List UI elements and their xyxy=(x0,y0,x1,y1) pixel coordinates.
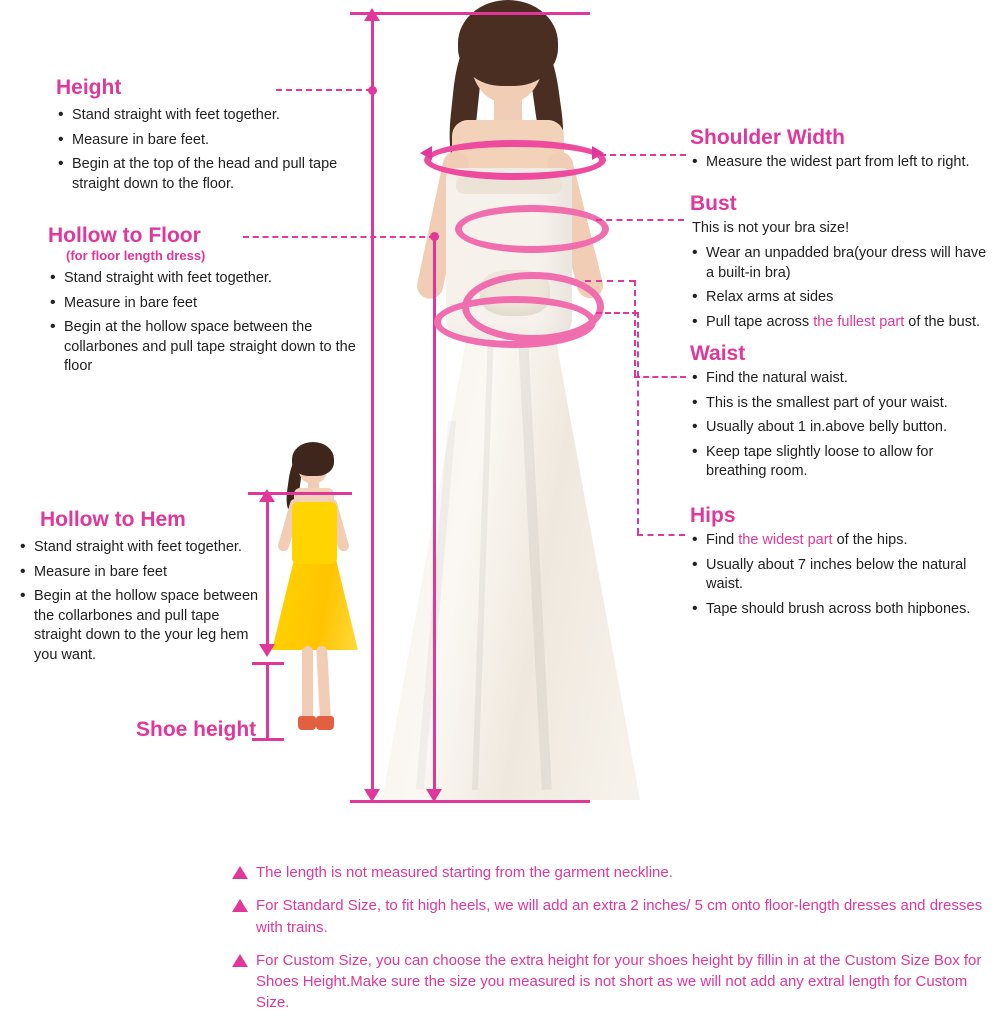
waist-title: Waist xyxy=(690,342,746,365)
footnote-text: The length is not measured starting from the garment neckline. xyxy=(256,864,673,881)
shoulder-leader-line xyxy=(600,154,686,156)
height-measure-line xyxy=(371,20,374,792)
hollow-to-floor-arrow-down-icon xyxy=(426,789,442,802)
warning-triangle-icon xyxy=(232,899,248,912)
warning-triangle-icon xyxy=(232,954,248,967)
list-item: • Begin at the hollow space between the collarbones and pull tape straight down to the your leg hem you want. xyxy=(18,587,268,665)
list-item: • Measure in bare feet xyxy=(48,294,358,314)
shoe-right-icon xyxy=(316,716,334,730)
list-item: • Measure the widest part from left to right. xyxy=(690,153,996,173)
list-item: • Wear an unpadded bra(your dress will have a built-in bra) xyxy=(690,244,996,283)
list-item: • Stand straight with feet together. xyxy=(48,269,358,289)
hips-band xyxy=(434,296,596,348)
shoulder-width-section xyxy=(690,126,996,178)
hips-title: Hips xyxy=(690,504,736,527)
hollow-to-hem-list xyxy=(18,538,268,665)
list-item: • Keep tape slightly loose to allow for breathing room. xyxy=(690,443,990,482)
list-item: • Measure in bare feet xyxy=(18,563,268,583)
waist-section xyxy=(690,342,990,487)
list-item: • Stand straight with feet together. xyxy=(56,106,356,126)
bust-band xyxy=(455,205,609,253)
hips-leader-line-vertical xyxy=(637,312,639,534)
small-model-bodice xyxy=(292,502,337,564)
height-bottom-rule xyxy=(350,800,590,803)
bust-list xyxy=(690,244,996,332)
shoulder-arrow-left-icon xyxy=(420,146,432,160)
waist-leader-line-top xyxy=(585,280,635,282)
height-section xyxy=(56,76,356,199)
list-item: • Measure in bare feet. xyxy=(56,131,356,151)
small-model-leg-left xyxy=(302,646,313,720)
warning-triangle-icon xyxy=(232,866,248,879)
hips-leader-line-bottom xyxy=(637,534,685,536)
shoulder-arrow-right-icon xyxy=(592,146,604,160)
footnotes xyxy=(232,862,992,1026)
hollow-to-floor-list xyxy=(48,269,358,377)
list-item: • Find the natural waist. xyxy=(690,369,990,389)
small-model-leg-right xyxy=(316,646,331,720)
footnote xyxy=(232,862,992,883)
footnote xyxy=(232,950,992,1014)
list-item: • Tape should brush across both hipbones. xyxy=(690,600,990,620)
footnote xyxy=(232,895,992,938)
hollow-to-hem-title: Hollow to Hem xyxy=(40,508,186,531)
list-item: • Begin at the top of the head and pull tape straight down to the floor. xyxy=(56,155,356,194)
list-item-hips-widest: • Find the widest part of the hips. xyxy=(690,531,990,551)
hips-leader-line-top xyxy=(596,312,638,314)
list-item: • Usually about 7 inches below the natural waist. xyxy=(690,556,990,595)
hollow-to-hem-arrow-up-icon xyxy=(259,489,275,502)
shoe-height-bottom-rule xyxy=(252,738,284,741)
list-item: • Relax arms at sides xyxy=(690,288,996,308)
shoulder-width-list xyxy=(690,153,996,173)
height-top-rule xyxy=(350,12,590,15)
shoulder-width-band xyxy=(424,140,606,180)
footnote-text: For Standard Size, to fit high heels, we will add an extra 2 inches/ 5 cm onto floor-length dresses and dresses with trains. xyxy=(256,897,983,936)
list-item: • This is the smallest part of your waist. xyxy=(690,394,990,414)
shoe-height-section xyxy=(136,718,256,742)
list-item: • Usually about 1 in.above belly button. xyxy=(690,418,990,438)
list-item-bust-fullest: • Pull tape across the fullest part of the bust. xyxy=(690,313,996,333)
height-title: Height xyxy=(56,76,122,99)
footnote-text: For Custom Size, you can choose the extra height for your shoes height by fillin in at the Custom Size Box for Shoes Height.Make sure the size you measured is not short as we will not add any extral length for Custom Size. xyxy=(256,951,982,1012)
bride-figure-illustration xyxy=(360,0,660,810)
hollow-to-floor-title: Hollow to Floor xyxy=(48,224,201,247)
hollow-to-floor-subtitle: (for floor length dress) xyxy=(66,248,206,263)
short-dress-figure-illustration xyxy=(258,440,368,750)
waist-leader-line-bottom xyxy=(634,376,686,378)
shoulder-width-title: Shoulder Width xyxy=(690,126,845,149)
shoe-left-icon xyxy=(298,716,316,730)
hollow-to-floor-section xyxy=(48,224,358,382)
height-arrow-up-icon xyxy=(364,8,380,21)
hollow-to-hem-section xyxy=(18,508,268,670)
bust-section xyxy=(690,192,996,337)
height-arrow-down-icon xyxy=(364,789,380,802)
hips-list xyxy=(690,531,990,619)
hips-highlight: the widest part xyxy=(738,532,833,548)
waist-leader-line-vertical xyxy=(634,280,636,376)
list-item: • Begin at the hollow space between the collarbones and pull tape straight down to the floor xyxy=(48,318,358,377)
list-item: • Stand straight with feet together. xyxy=(18,538,268,558)
small-model-skirt xyxy=(272,558,358,650)
height-list xyxy=(56,106,356,194)
bust-title: Bust xyxy=(690,192,737,215)
shoe-height-measure-line xyxy=(266,664,269,740)
shoe-height-title: Shoe height xyxy=(136,718,257,741)
small-model-hair xyxy=(292,442,334,476)
bust-highlight: the fullest part xyxy=(813,313,905,330)
bust-lead: This is not your bra size! xyxy=(692,220,850,236)
bust-leader-line xyxy=(596,219,684,221)
hips-section xyxy=(690,504,990,624)
waist-list xyxy=(690,369,990,482)
